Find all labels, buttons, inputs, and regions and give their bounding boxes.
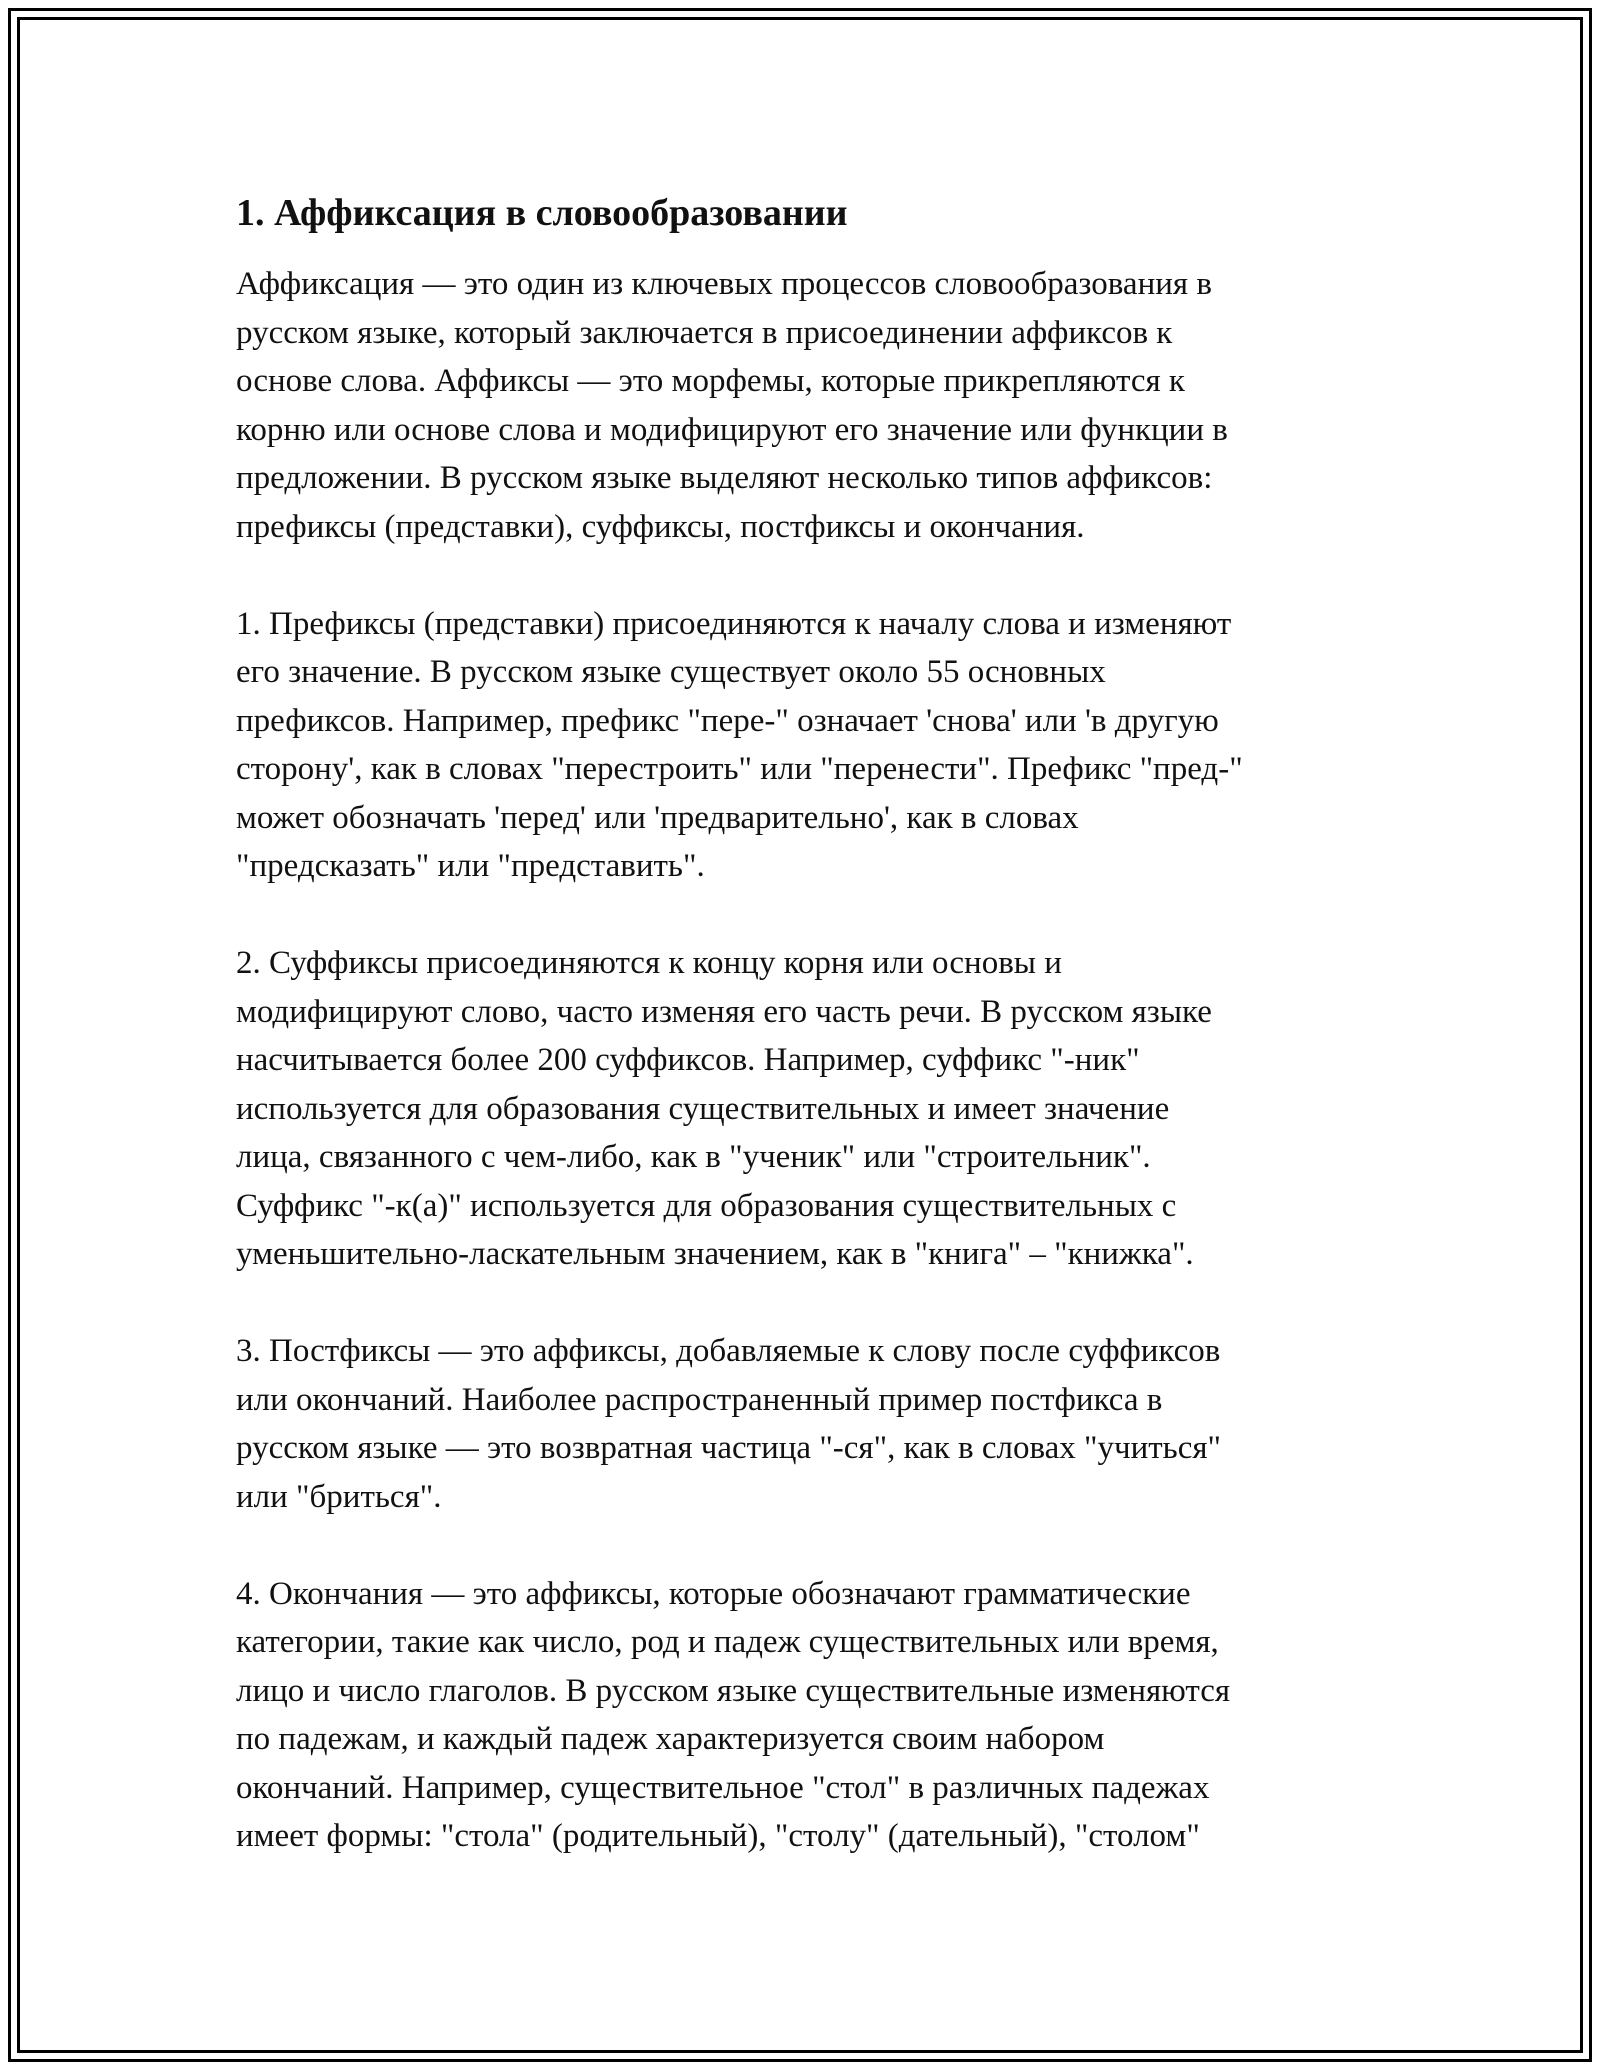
paragraph-postfixes: 3. Постфиксы — это аффиксы, добавляемые к слову после суффиксов или окончаний. Наиболее распространенный пример постфикса в русском языке — это возвратная частица "-ся", как в словах "учиться" или "бриться". <box>236 1333 1222 1515</box>
document-body <box>236 188 1366 1861</box>
paragraph-endings: 4. Окончания — это аффиксы, которые обозначают грамматические категории, такие как число, род и падеж существительных или время, лицо и число глаголов. В русском языке существительные изменяются по падежам, и каждый падеж характеризуется своим набором окончаний. Например, существительное "стол" в различных падежах имеет формы: "стола" (родительный), "столу" (дательный), "столом" <box>236 1575 1231 1854</box>
paragraph-prefixes: 1. Префиксы (представки) присоединяются к началу слова и изменяют его значение. В русском языке существует около 55 основных префиксов. Например, префикс "пере-" означает 'снова' или 'в другую сторону', как в словах "перестроить" или "перенести". Префикс "пред-" может обозначать 'перед' или 'предварительно', как в словах "предсказать" или "представить". <box>236 605 1243 884</box>
paragraph-intro: Аффиксация — это один из ключевых процессов словообразования в русском языке, который заключается в присоединении аффиксов к основе слова. Аффиксы — это морфемы, которые прикрепляются к корню или основе слова и модифицируют его значение или функции в предложении. В русском языке выделяют несколько типов аффиксов: префиксы (представки), суффиксы, постфиксы и окончания. <box>236 266 1228 545</box>
paragraph-suffixes: 2. Суффиксы присоединяются к концу корня или основы и модифицируют слово, часто изменяя его часть речи. В русском языке насчитывается более 200 суффиксов. Например, суффикс "-ник" используется для образования существительных и имеет значение лица, связанного с чем-либо, как в "ученик" или "строительник". Суффикс "-к(а)" используется для образования существительных с уменьшительно-ласкательным значением, как в "книга" – "книжка". <box>236 945 1212 1272</box>
section-heading: 1. Аффиксация в словообразовании <box>236 192 848 234</box>
